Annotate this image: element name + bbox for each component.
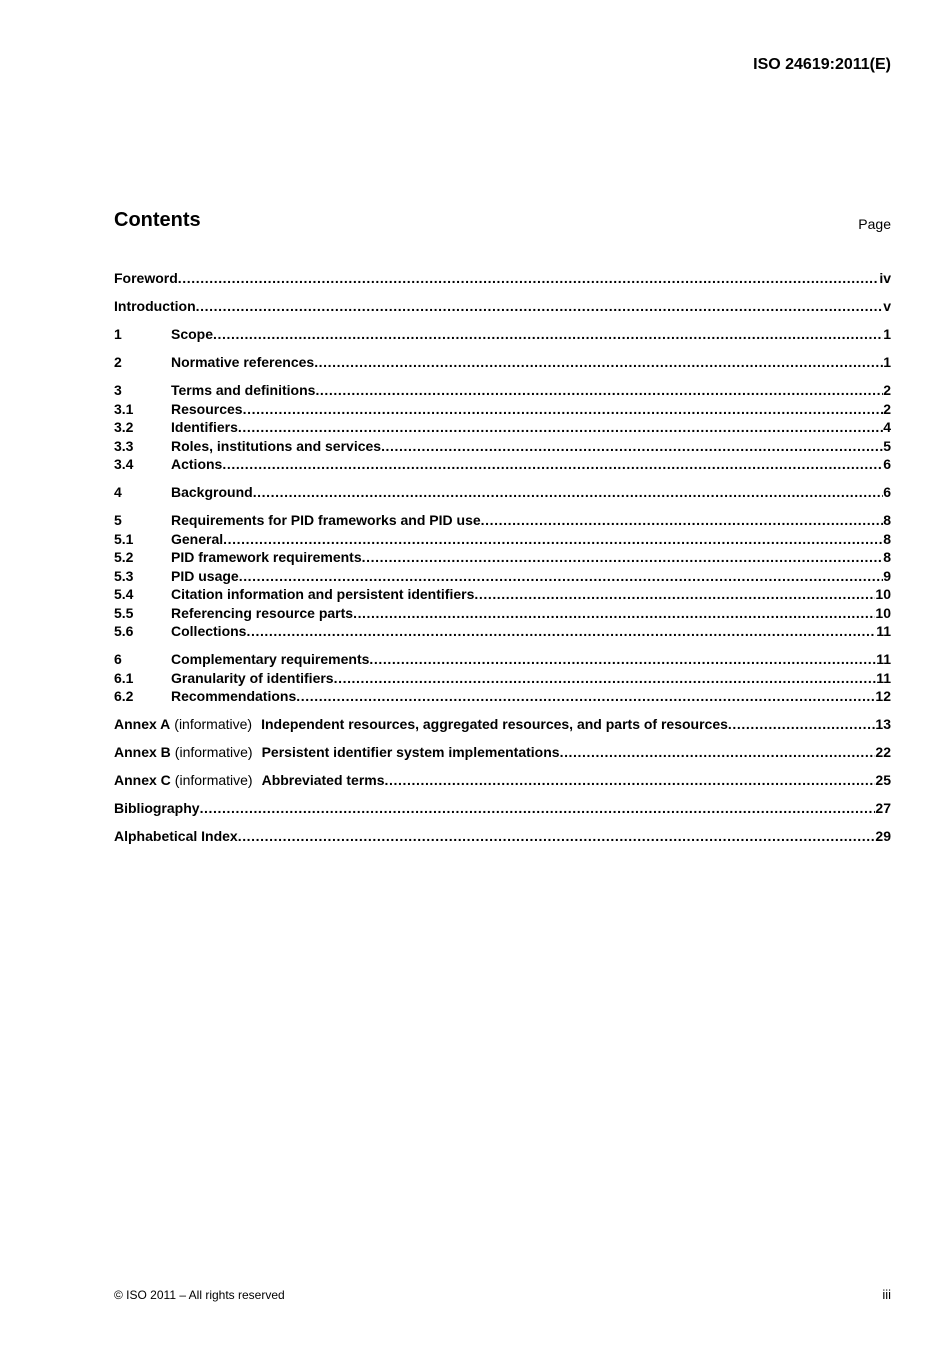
toc-entry-title: Resources [171, 400, 243, 417]
toc-entry-number: 5.3 [114, 567, 134, 584]
toc-entry-number: 3.4 [114, 456, 134, 472]
toc-entry-title: Foreword [114, 270, 178, 286]
toc-entry-number: 3.1 [114, 400, 134, 417]
page-number: iii [882, 1287, 891, 1302]
toc-entry-title: Terms and definitions [171, 382, 316, 398]
toc-dot-leader [314, 353, 883, 372]
toc-entry-title: Background [171, 484, 253, 500]
toc-entry-number: 5.6 [114, 623, 134, 639]
toc-entry[interactable] [114, 567, 891, 586]
toc-group [114, 353, 891, 372]
toc-group [114, 799, 891, 818]
toc-entry-number: 5.5 [114, 604, 134, 621]
toc-dot-leader [362, 548, 884, 567]
toc-entry-title: Complementary requirements [171, 651, 370, 667]
toc-entry-number: 6.2 [114, 688, 134, 704]
toc-dot-leader [728, 715, 876, 734]
toc-entry-number: 2 [114, 354, 122, 370]
toc-dot-leader [481, 511, 884, 530]
toc-group [114, 511, 891, 641]
toc-entry-title: Actions [171, 456, 223, 472]
annex-label: Annex C [114, 772, 171, 788]
toc-entry[interactable] [114, 418, 891, 437]
toc-group [114, 483, 891, 502]
toc-entry-title: Identifiers [171, 419, 238, 435]
toc-entry-page: 6 [883, 484, 891, 500]
toc-entry-number: 6 [114, 651, 122, 667]
toc-group [114, 771, 891, 790]
toc-entry[interactable] [114, 604, 891, 623]
toc-entry-number: 6.1 [114, 669, 134, 686]
toc-entry-title: PID framework requirements [171, 549, 362, 565]
toc-entry-title: Persistent identifier system implementations [261, 744, 560, 760]
toc-entry[interactable] [114, 269, 891, 288]
toc-dot-leader [238, 418, 883, 437]
toc-entry-page: 1 [883, 354, 891, 370]
toc-group [114, 269, 891, 288]
toc-entry[interactable] [114, 548, 891, 567]
toc-group [114, 325, 891, 344]
toc-entry-title: PID usage [171, 567, 239, 584]
toc-entry-title: Citation information and persistent identifiers [171, 586, 475, 602]
toc-entry-page: 5 [883, 437, 891, 454]
toc-entry-title: Alphabetical Index [114, 828, 238, 844]
toc-entry-page: iv [879, 270, 891, 286]
toc-group [114, 297, 891, 316]
page-column-label: Page [858, 216, 891, 232]
toc-dot-leader [246, 622, 876, 641]
toc-entry-number: 3.3 [114, 437, 134, 454]
toc-dot-leader [253, 483, 884, 502]
toc-entry-page: 27 [875, 800, 891, 816]
toc-entry[interactable] [114, 687, 891, 706]
toc-entry-page: 10 [875, 604, 891, 621]
annex-label: Annex A [114, 716, 171, 732]
toc-entry-title: Referencing resource parts [171, 604, 354, 621]
toc-entry[interactable] [114, 650, 891, 669]
toc-entry-title: Scope [171, 326, 214, 342]
toc-entry-page: 8 [883, 549, 891, 565]
annex-informative-tag: (informative) [174, 716, 253, 732]
toc-dot-leader [213, 325, 883, 344]
toc-entry-page: 11 [876, 669, 891, 686]
toc-entry[interactable] [114, 622, 891, 641]
toc-group [114, 381, 891, 474]
toc-entry-title: Recommendations [171, 688, 297, 704]
toc-entry-page: 10 [875, 586, 891, 602]
toc-entry-number: 5 [114, 512, 122, 528]
toc-entry-title: Collections [171, 623, 247, 639]
copyright-notice: © ISO 2011 – All rights reserved [114, 1288, 285, 1302]
toc-dot-leader [381, 437, 883, 456]
toc-dot-leader [474, 585, 875, 604]
toc-entry-page: 13 [875, 716, 891, 732]
table-of-contents [114, 269, 891, 855]
toc-entry-page: 25 [875, 772, 891, 788]
toc-entry-number: 3 [114, 382, 122, 398]
toc-entry[interactable] [114, 297, 891, 316]
toc-entry-page: 2 [883, 382, 891, 398]
toc-dot-leader [369, 650, 876, 669]
toc-annex-entry[interactable] [114, 715, 891, 734]
toc-dot-leader [200, 799, 876, 818]
toc-dot-leader [238, 827, 876, 846]
toc-entry[interactable] [114, 400, 891, 419]
toc-entry[interactable] [114, 827, 891, 846]
toc-entry-title: Requirements for PID frameworks and PID use [171, 512, 481, 528]
toc-dot-leader [239, 567, 884, 586]
toc-dot-leader [560, 743, 876, 762]
toc-entry-page: v [883, 298, 891, 314]
toc-entry-page: 4 [883, 419, 891, 435]
toc-dot-leader [243, 400, 884, 419]
toc-entry[interactable] [114, 585, 891, 604]
toc-entry-title: Abbreviated terms [261, 772, 385, 788]
toc-entry-page: 8 [883, 530, 891, 547]
annex-label: Annex B [114, 744, 171, 760]
toc-entry-number: 4 [114, 484, 122, 500]
toc-entry-title: Roles, institutions and services [171, 437, 382, 454]
document-id: ISO 24619:2011(E) [753, 56, 891, 73]
toc-entry[interactable] [114, 381, 891, 400]
toc-entry[interactable] [114, 325, 891, 344]
toc-entry-page: 11 [876, 623, 891, 639]
toc-entry[interactable] [114, 530, 891, 549]
toc-entry-page: 2 [883, 400, 891, 417]
toc-group [114, 743, 891, 762]
toc-dot-leader [385, 771, 876, 790]
toc-entry-title: Independent resources, aggregated resources, and parts of resources [261, 716, 728, 732]
toc-entry[interactable] [114, 799, 891, 818]
toc-entry-title: Bibliography [114, 800, 200, 816]
toc-entry-number: 5.4 [114, 586, 134, 602]
toc-dot-leader [178, 269, 880, 288]
annex-informative-tag: (informative) [174, 744, 253, 760]
toc-group [114, 715, 891, 734]
toc-entry-page: 6 [883, 456, 891, 472]
toc-entry-page: 9 [883, 567, 891, 584]
toc-entry-title: Introduction [114, 298, 196, 314]
toc-entry-page: 12 [875, 688, 891, 704]
toc-group [114, 650, 891, 706]
toc-entry[interactable] [114, 455, 891, 474]
toc-entry-page: 1 [883, 326, 891, 342]
toc-dot-leader [315, 381, 883, 400]
toc-dot-leader [296, 687, 875, 706]
toc-entry-title: Normative references [171, 354, 315, 370]
toc-entry-number: 3.2 [114, 419, 134, 435]
toc-dot-leader [334, 669, 877, 688]
toc-entry[interactable] [114, 483, 891, 502]
toc-annex-entry[interactable] [114, 743, 891, 762]
toc-group [114, 827, 891, 846]
toc-entry-page: 11 [876, 651, 891, 667]
toc-entry-number: 1 [114, 326, 122, 342]
toc-dot-leader [222, 455, 883, 474]
toc-entry-title: Granularity of identifiers [171, 669, 334, 686]
contents-title: Contents [114, 209, 201, 231]
toc-entry-page: 8 [883, 512, 891, 528]
toc-dot-leader [196, 297, 884, 316]
toc-dot-leader [353, 604, 875, 623]
toc-entry-page: 22 [875, 744, 891, 760]
toc-entry[interactable] [114, 511, 891, 530]
toc-entry-page: 29 [875, 828, 891, 844]
toc-dot-leader [223, 530, 883, 549]
toc-entry-number: 5.1 [114, 530, 134, 547]
toc-entry[interactable] [114, 353, 891, 372]
toc-annex-entry[interactable] [114, 771, 891, 790]
annex-informative-tag: (informative) [174, 772, 253, 788]
toc-entry[interactable] [114, 669, 891, 688]
toc-entry-title: General [171, 530, 224, 547]
toc-entry[interactable] [114, 437, 891, 456]
toc-entry-number: 5.2 [114, 549, 134, 565]
